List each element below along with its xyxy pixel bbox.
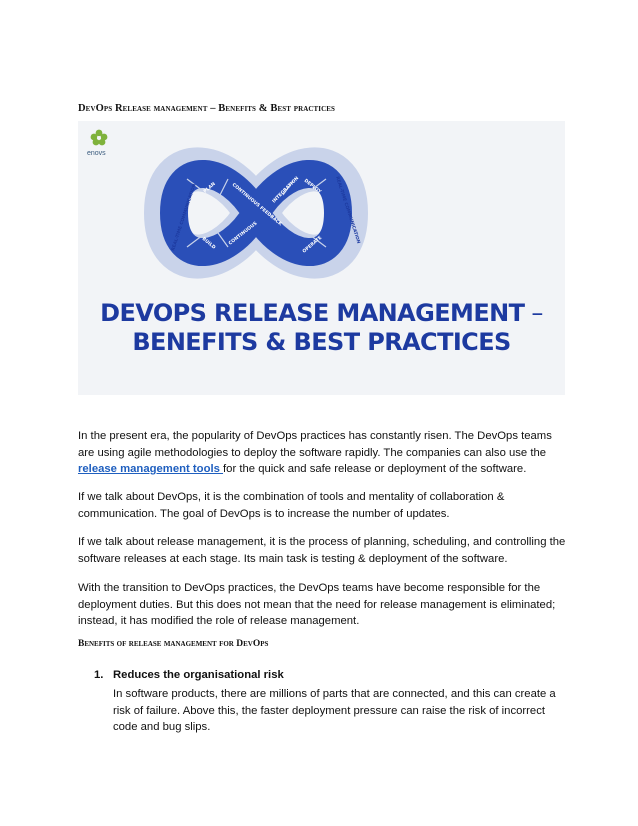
page-title: DevOps Release management – Benefits & Best practices (78, 103, 336, 114)
intro-paragraph (78, 428, 566, 478)
plan-label: PLAN (203, 181, 217, 195)
section-heading: Benefits of release management for DevOps (78, 639, 269, 649)
list-item-title: Reduces the organisational risk (113, 669, 284, 681)
realtime-left-label: REAL-TIME COMMUNICATION (171, 183, 198, 252)
list-item-body: In software products, there are millions of parts that are connected, and this can create a risk of failure. Above this, the faster deployment pressure can raise the risk of incorrect code and bug slips. (113, 688, 556, 733)
banner-title-dash: – (524, 299, 543, 327)
intro-text-end: for the quick and safe release or deployment of the software. (223, 463, 527, 475)
intro-text: In the present era, the popularity of DevOps practices has constantly risen. The DevOps teams are using agile methodologies to deploy the software rapidly. The companies can also use the (78, 430, 552, 459)
realtime-right-label: REAL-TIME COMMUNICATION (334, 176, 361, 245)
release-management-tools-link[interactable]: release management tools (78, 463, 224, 475)
build-label: BUILD (200, 236, 216, 251)
paragraph-devops: If we talk about DevOps, it is the combination of tools and mentality of collaboration & communication. The goal of DevOps is to increase the number of updates. (78, 491, 505, 520)
deploy-label: DEPLOY (302, 178, 322, 195)
operate-label: OPERATE (302, 235, 324, 255)
integration-label: INTEGRATION (271, 176, 301, 205)
enovs-logo-icon (91, 130, 108, 146)
list-item-number: 1. (94, 669, 104, 681)
banner-title-line1 (78, 299, 565, 327)
logo-text: enovs (87, 150, 106, 157)
hero-banner (78, 121, 565, 395)
banner-title-line2: BENEFITS & BEST PRACTICES (132, 328, 511, 356)
continuous-label: CONTINUOUS (228, 221, 259, 247)
paragraph-transition: With the transition to DevOps practices, the DevOps teams have become responsible for the deployment duties. But this does not mean that the need for release management is eliminated; instead, it has modified the role of release management. (78, 582, 556, 627)
paragraph-release-management: If we talk about release management, it is the process of planning, scheduling, and controlling the software releases at each stage. Its main task is testing & deployment of the software. (78, 536, 566, 565)
banner-title-text: DEVOPS RELEASE MANAGEMENT (100, 299, 525, 327)
continuous-feedback-label: CONTINUOUS FEEDBACK (230, 182, 283, 228)
